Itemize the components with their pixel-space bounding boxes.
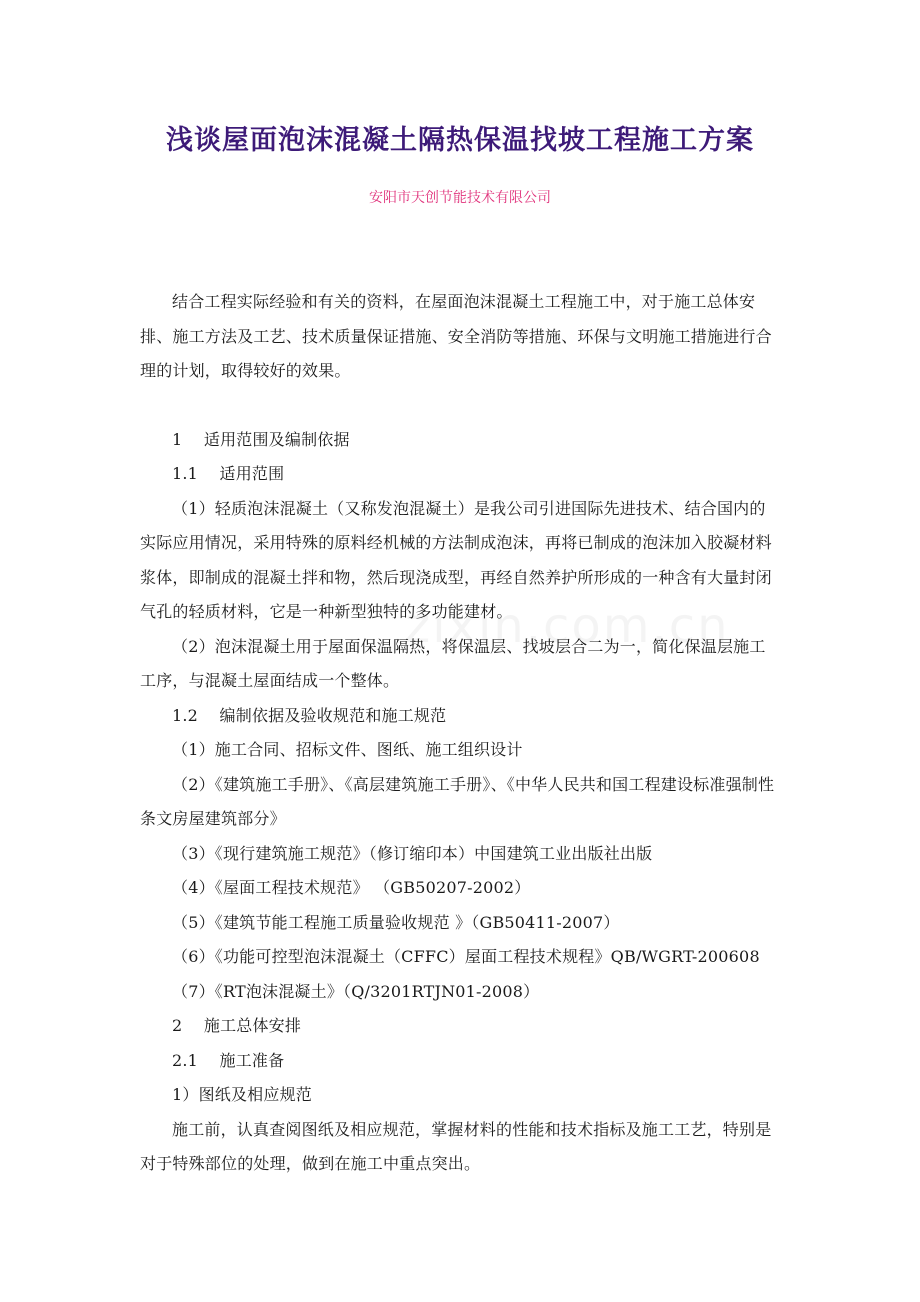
intro-paragraph: 结合工程实际经验和有关的资料，在屋面泡沫混凝土工程施工中，对于施工总体安排、施工方法及工艺、技术质量保证措施、安全消防等措施、环保与文明施工措施进行合理的计划，取得较好的效果。: [140, 292, 772, 380]
reference-item: （2）《建筑施工手册》、《高层建筑施工手册》、《中华人民共和国工程建设标准强制性条文房屋建筑部分》: [140, 774, 775, 828]
section-1-1-paragraph-2: （2）泡沫混凝土用于屋面保温隔热，将保温层、找坡层合二为一，简化保温层施工工序，与混凝土屋面结成一个整体。: [140, 636, 766, 690]
reference-item: （6）《功能可控型泡沫混凝土（CFFC）屋面工程技术规程》QB/WGRT-200608: [172, 947, 760, 966]
reference-item: （1）施工合同、招标文件、图纸、施工组织设计: [172, 740, 523, 759]
paragraph-spacer: [140, 389, 780, 423]
document-author: 安阳市天创节能技术有限公司: [369, 190, 551, 206]
section-2-1-heading: 2.1 施工准备: [172, 1050, 285, 1070]
reference-item: （5）《建筑节能工程施工质量验收规范 》（GB50411-2007）: [172, 912, 620, 932]
document-body: [140, 285, 780, 1182]
section-2-heading: 2 施工总体安排: [172, 1016, 302, 1035]
section-2-1-paragraph: 施工前，认真查阅图纸及相应规范，掌握材料的性能和技术指标及施工工艺，特别是对于特殊部位的处理，做到在施工中重点突出。: [140, 1119, 772, 1173]
reference-item: （4）《屋面工程技术规范》 （GB50207-2002）: [172, 878, 531, 897]
document-title: 浅谈屋面泡沫混凝土隔热保温找坡工程施工方案: [166, 125, 754, 156]
section-2-1-subheading: 1）图纸及相应规范: [172, 1085, 312, 1104]
section-1-1-paragraph-1: （1）轻质泡沫混凝土（又称发泡混凝土）是我公司引进国际先进技术、结合国内的实际应用情况，采用特殊的原料经机械的方法制成泡沫，再将已制成的泡沫加入胶凝材料浆体，即制成的混凝土拌和物，然后现浇成型，再经自然养护所形成的一种含有大量封闭气孔的轻质材料，它是一种新型独特的多功能建材。: [140, 498, 772, 621]
section-1-heading: 1 适用范围及编制依据: [172, 429, 350, 449]
reference-item: （3）《现行建筑施工规范》（修订缩印本）中国建筑工业出版社出版: [172, 843, 653, 863]
section-1-1-heading: 1.1 适用范围: [172, 464, 285, 483]
section-1-2-heading: 1.2 编制依据及验收规范和施工规范: [172, 705, 447, 725]
reference-item: （7）《RT泡沫混凝土》（Q/3201RTJN01-2008）: [172, 981, 540, 1001]
